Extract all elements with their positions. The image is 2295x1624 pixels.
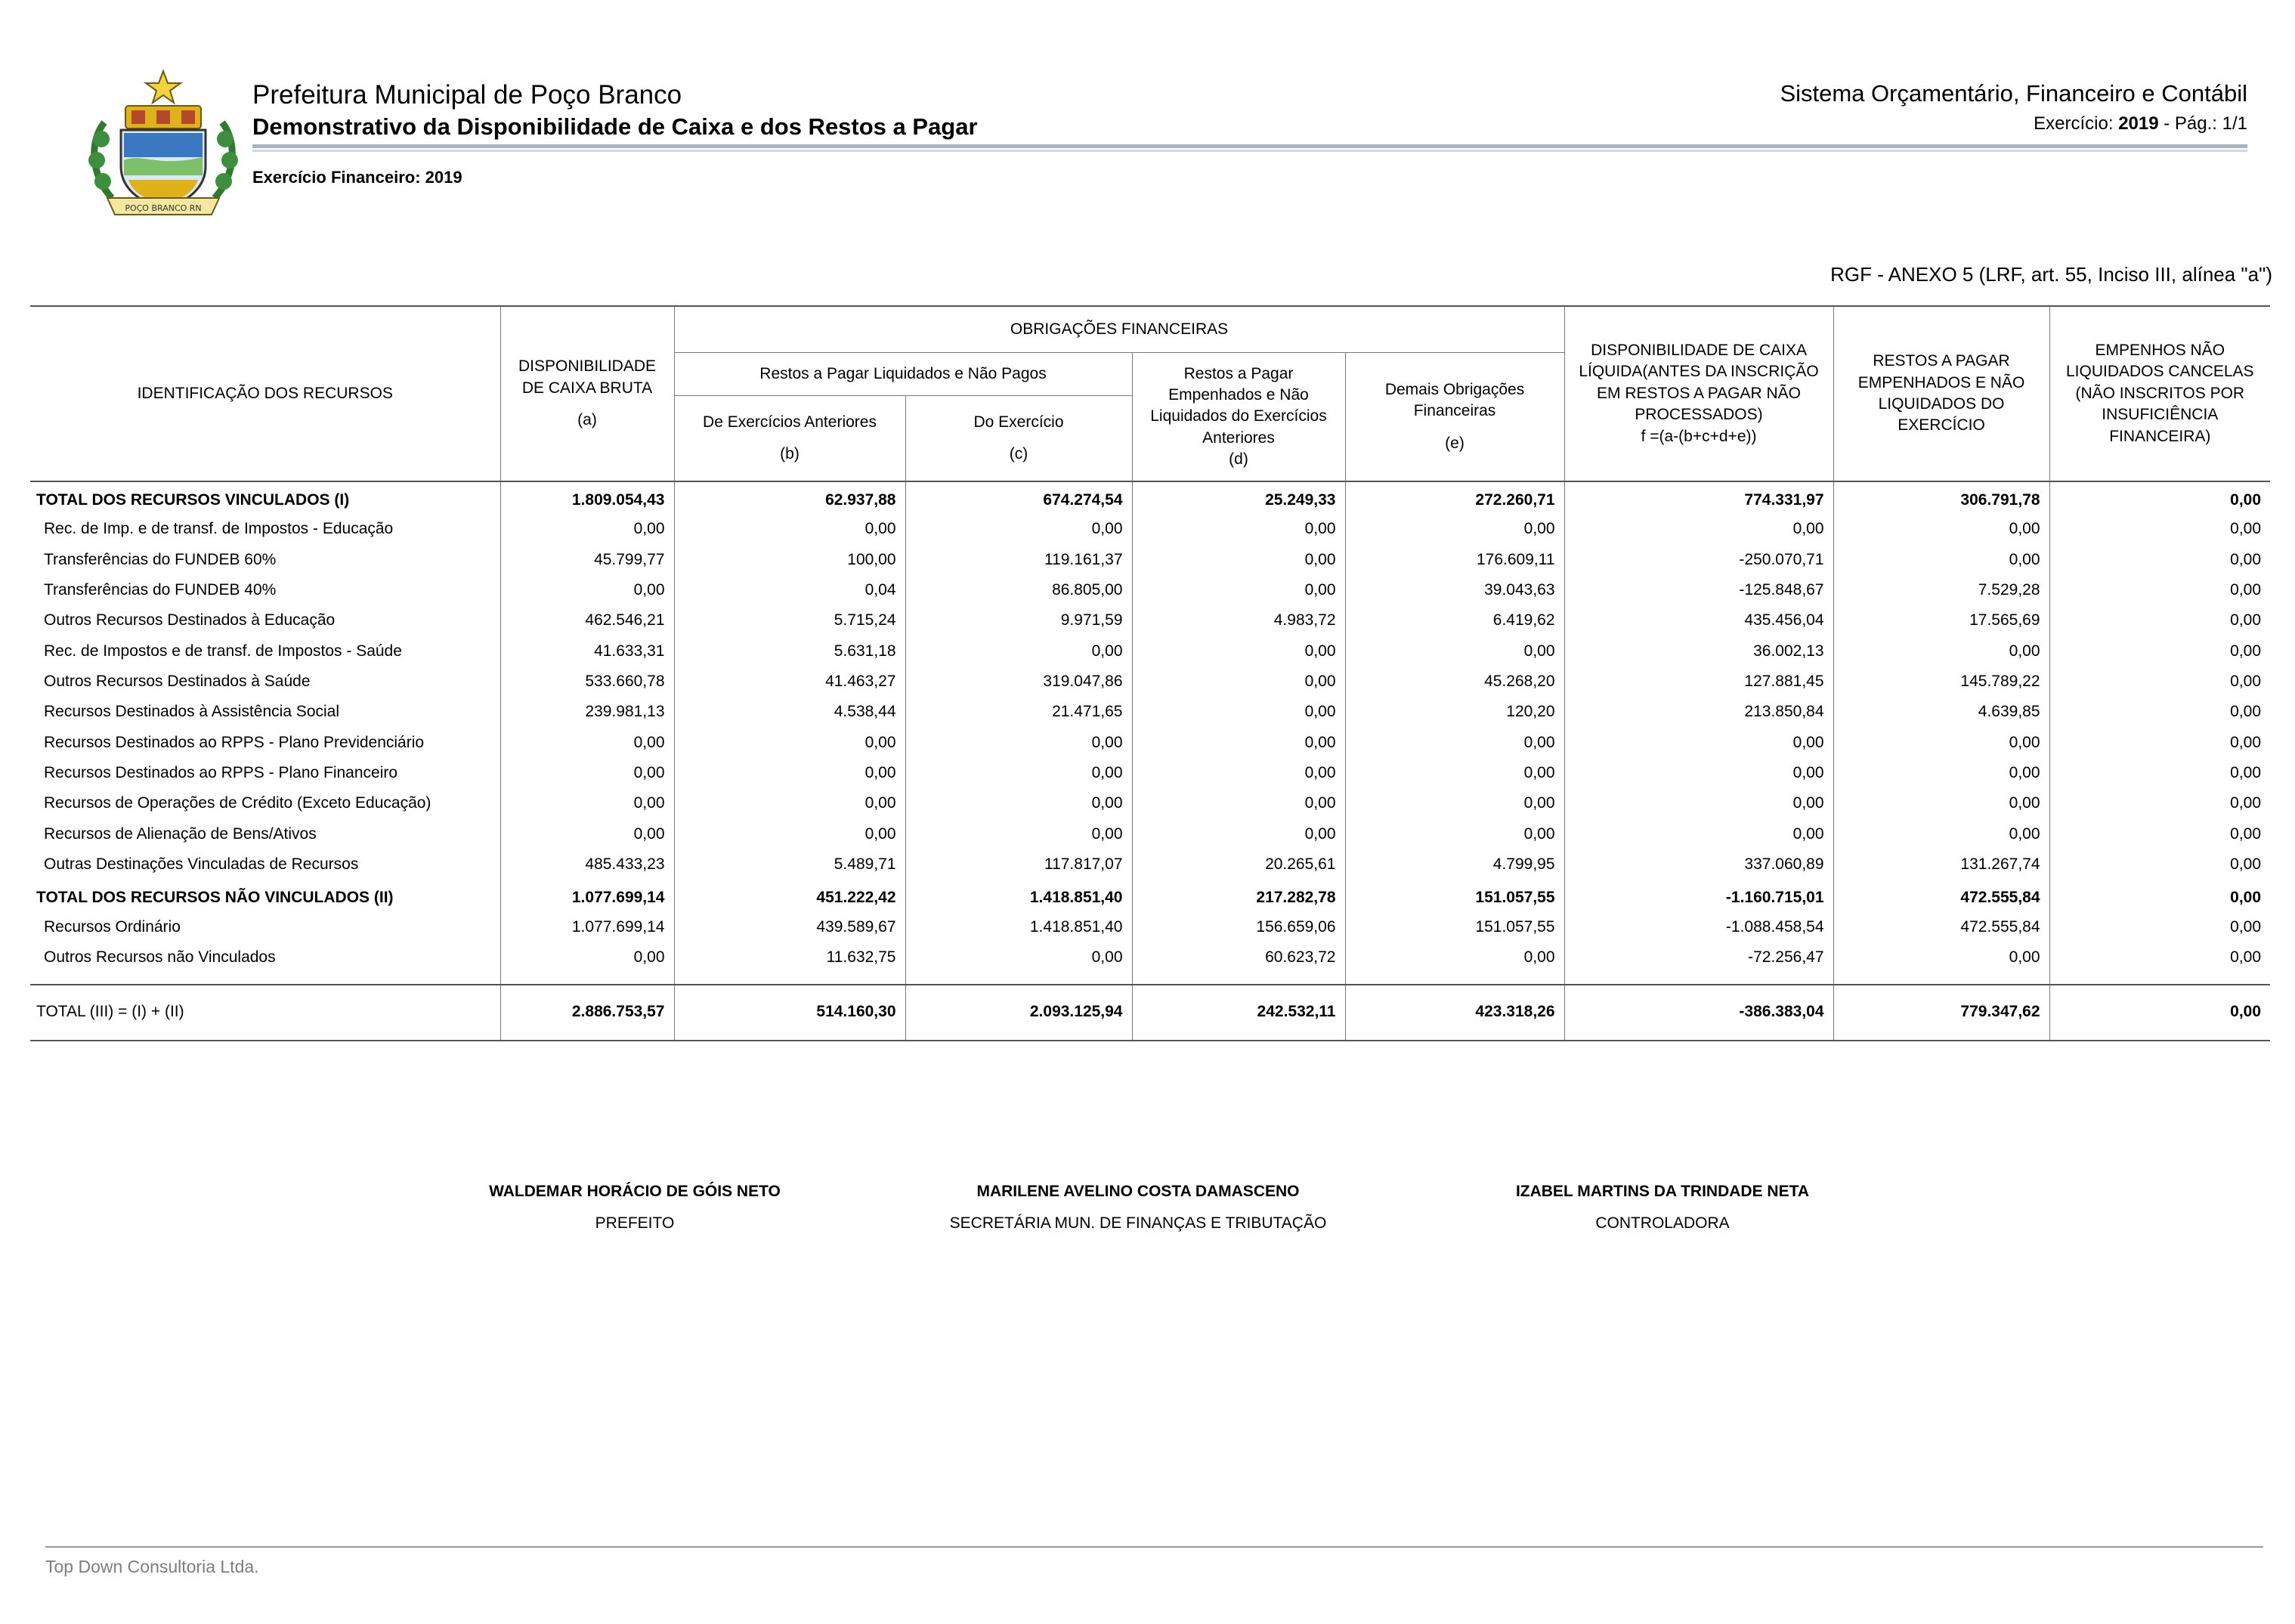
row-label: TOTAL DOS RECURSOS NÃO VINCULADOS (II) (36, 889, 394, 907)
table-row (30, 545, 2270, 575)
system-name: Sistema Orçamentário, Financeiro e Contábil (1780, 80, 2247, 107)
row-value: 0,00 (674, 514, 905, 544)
table-row (30, 514, 2270, 544)
row-label: Rec. de Impostos e de transf. de Impostos - Saúde (44, 642, 402, 660)
row-value: 0,00 (2049, 697, 2270, 727)
signature-name: IZABEL MARTINS DA TRINDADE NETA (1515, 1183, 1810, 1200)
row-value: 45.799,77 (500, 545, 674, 575)
row-value: 0,00 (1132, 788, 1345, 818)
row-value: 435.456,04 (1564, 605, 1833, 636)
row-value: 0,00 (1564, 758, 1833, 788)
row-value: 0,00 (1833, 758, 2049, 788)
row-value: 0,00 (500, 788, 674, 818)
row-value: 423.318,26 (1345, 985, 1564, 1041)
signature-block-controladora (1421, 1183, 1904, 1233)
table-row (30, 788, 2270, 818)
row-value: 0,00 (674, 758, 905, 788)
col-do-exercicio-label: Do Exercício (973, 413, 1064, 431)
annex-reference: RGF - ANEXO 5 (LRF, art. 55, Inciso III, alínea "a") (1830, 263, 2272, 286)
row-label: Transferências do FUNDEB 40% (44, 581, 277, 599)
row-value: 0,00 (1833, 514, 2049, 544)
row-value: 0,00 (1833, 788, 2049, 818)
row-label: Transferências do FUNDEB 60% (44, 550, 277, 568)
svg-text:POÇO BRANCO RN: POÇO BRANCO RN (125, 203, 202, 213)
row-value: 36.002,13 (1564, 636, 1833, 667)
row-value: 7.529,28 (1833, 575, 2049, 605)
row-value: 0,00 (1345, 728, 1564, 758)
org-name: Prefeitura Municipal de Poço Branco (252, 80, 682, 110)
row-value: 462.546,21 (500, 605, 674, 636)
col-letter-d: (d) (1229, 450, 1248, 469)
row-value: 0,00 (674, 728, 905, 758)
row-value: 0,00 (1132, 697, 1345, 727)
row-value: 20.265,61 (1132, 849, 1345, 880)
col-group-restos-liquidados: Restos a Pagar Liquidados e Não Pagos (674, 353, 1132, 396)
row-value: 0,00 (1564, 819, 1833, 849)
col-letter-c: (c) (1009, 445, 1028, 462)
exercise-year: 2019 (2118, 113, 2159, 134)
row-value: 60.623,72 (1132, 942, 1345, 973)
row-value: 4.799,95 (1345, 849, 1564, 880)
row-value: 0,00 (1132, 667, 1345, 697)
row-value: 0,00 (2049, 880, 2270, 911)
row-value: 0,00 (2049, 788, 2270, 818)
row-label: TOTAL DOS RECURSOS VINCULADOS (I) (36, 491, 350, 509)
row-value: 0,00 (500, 942, 674, 973)
row-label: Recursos Destinados ao RPPS - Plano Financeiro (44, 764, 398, 782)
row-value: 0,00 (1345, 942, 1564, 973)
col-demais-obrigacoes (1345, 353, 1564, 482)
row-value: 272.260,71 (1345, 481, 1564, 514)
row-label: TOTAL (III) = (I) + (II) (30, 985, 500, 1041)
row-value: 0,00 (500, 758, 674, 788)
row-value: 0,04 (674, 575, 905, 605)
col-identificacao: IDENTIFICAÇÃO DOS RECURSOS (30, 306, 500, 481)
table-body (30, 481, 2270, 1041)
col-exercicios-anteriores-label: De Exercícios Anteriores (703, 413, 877, 431)
row-value: 0,00 (1132, 636, 1345, 667)
header-rule (252, 144, 2247, 148)
row-value: 2.093.125,94 (905, 985, 1132, 1041)
table-row (30, 819, 2270, 849)
row-value: -72.256,47 (1564, 942, 1833, 973)
row-value: 2.886.753,57 (500, 985, 674, 1041)
row-value: 0,00 (1833, 819, 2049, 849)
table-total-row (30, 481, 2270, 514)
cash-availability-table (30, 305, 2270, 1041)
row-value: 242.532,11 (1132, 985, 1345, 1041)
row-value: -250.070,71 (1564, 545, 1833, 575)
row-value: 0,00 (905, 728, 1132, 758)
table-row (30, 667, 2270, 697)
table-row (30, 758, 2270, 788)
row-value: 0,00 (674, 788, 905, 818)
row-value: 0,00 (905, 636, 1132, 667)
row-value: 217.282,78 (1132, 880, 1345, 911)
signature-block-secretaria (896, 1183, 1380, 1233)
row-value: 156.659,06 (1132, 912, 1345, 942)
row-value: 533.660,78 (500, 667, 674, 697)
col-empenhos-cancelados: EMPENHOS NÃO LIQUIDADOS CANCELAS (NÃO INSCRITOS POR INSUFICIÊNCIA FINANCEIRA) (2049, 306, 2270, 481)
row-value: 6.419,62 (1345, 605, 1564, 636)
signature-role: CONTROLADORA (1595, 1214, 1730, 1232)
row-label: Recursos de Operações de Crédito (Exceto Educação) (44, 794, 431, 812)
row-value: 17.565,69 (1833, 605, 2049, 636)
exercise-label: Exercício: (2034, 113, 2114, 134)
table-row (30, 605, 2270, 636)
row-value: 0,00 (905, 758, 1132, 788)
col-restos-empenhados (1132, 353, 1345, 482)
row-value: 0,00 (1345, 758, 1564, 788)
col-disponibilidade-bruta (500, 306, 674, 481)
row-label: Outros Recursos Destinados à Educação (44, 611, 336, 629)
row-value: 0,00 (2049, 912, 2270, 942)
row-value: 337.060,89 (1564, 849, 1833, 880)
col-exercicios-anteriores (674, 396, 905, 482)
row-label: Outras Destinações Vinculadas de Recursos (44, 855, 359, 874)
row-label: Recursos Destinados ao RPPS - Plano Previdenciário (44, 733, 425, 751)
row-value: 774.331,97 (1564, 481, 1833, 514)
table-row (30, 636, 2270, 667)
row-label: Rec. de Imp. e de transf. de Impostos - Educação (44, 520, 394, 538)
row-value: 514.160,30 (674, 985, 905, 1041)
row-value: 0,00 (1564, 728, 1833, 758)
row-label: Outros Recursos não Vinculados (44, 948, 276, 967)
row-label: Outros Recursos Destinados à Saúde (44, 673, 311, 691)
row-value: -1.088.458,54 (1564, 912, 1833, 942)
col-restos-exercicio: RESTOS A PAGAR EMPENHADOS E NÃO LIQUIDADOS DO EXERCÍCIO (1833, 306, 2049, 481)
row-value: 0,00 (2049, 514, 2270, 544)
row-value: 485.433,23 (500, 849, 674, 880)
row-value: 39.043,63 (1345, 575, 1564, 605)
row-value: 0,00 (905, 514, 1132, 544)
row-value: 472.555,84 (1833, 880, 2049, 911)
table-row (30, 912, 2270, 942)
row-value: 127.881,45 (1564, 667, 1833, 697)
col-demais-obrigacoes-label: Demais Obrigações Financeiras (1384, 380, 1525, 420)
row-value: 0,00 (1132, 575, 1345, 605)
row-value: 4.639,85 (1833, 697, 2049, 727)
col-disponibilidade-liquida-label: DISPONIBILIDADE DE CAIXA LÍQUIDA(ANTES DA INSCRIÇÃO EM RESTOS A PAGAR NÃO PROCESSADOS) (1579, 342, 1819, 424)
row-value: 41.633,31 (500, 636, 674, 667)
row-value: 9.971,59 (905, 605, 1132, 636)
row-value: 0,00 (2049, 605, 2270, 636)
col-letter-a: (a) (577, 411, 597, 429)
col-disponibilidade-liquida (1564, 306, 1833, 481)
col-letter-b: (b) (780, 445, 800, 462)
row-value: 0,00 (2049, 728, 2270, 758)
table-spacer-row (30, 973, 2270, 985)
row-value: 0,00 (2049, 575, 2270, 605)
row-value: 4.538,44 (674, 697, 905, 727)
row-value: 0,00 (1345, 514, 1564, 544)
row-value: 0,00 (1833, 636, 2049, 667)
row-value: 0,00 (1833, 545, 2049, 575)
col-formula-f: f =(a-(b+c+d+e)) (1641, 427, 1757, 445)
footer-company: Top Down Consultoria Ltda. (45, 1557, 259, 1576)
exercise-page-line (2034, 113, 2247, 135)
page-indicator: - Pág.: 1/1 (2164, 113, 2247, 134)
row-value: 86.805,00 (905, 575, 1132, 605)
table-row (30, 575, 2270, 605)
row-value: 145.789,22 (1833, 667, 2049, 697)
row-value: 25.249,33 (1132, 481, 1345, 514)
row-value: 0,00 (1345, 636, 1564, 667)
row-value: 0,00 (1132, 545, 1345, 575)
row-value: 151.057,55 (1345, 880, 1564, 911)
col-letter-e: (e) (1445, 434, 1465, 452)
row-value: 0,00 (2049, 985, 2270, 1041)
row-value: 21.471,65 (905, 697, 1132, 727)
row-value: 1.418.851,40 (905, 880, 1132, 911)
row-value: 0,00 (1564, 514, 1833, 544)
row-value: 0,00 (2049, 667, 2270, 697)
row-value: 117.817,07 (905, 849, 1132, 880)
row-value: 1.418.851,40 (905, 912, 1132, 942)
row-value: 319.047,86 (905, 667, 1132, 697)
row-value: 0,00 (1345, 788, 1564, 818)
row-value: 0,00 (2049, 481, 2270, 514)
fiscal-year-label: Exercício Financeiro: 2019 (252, 168, 462, 187)
row-value: 0,00 (500, 728, 674, 758)
row-value: 0,00 (1833, 728, 2049, 758)
signature-block-prefeito (393, 1183, 877, 1233)
col-do-exercicio (905, 396, 1132, 482)
row-value: 120,20 (1345, 697, 1564, 727)
row-value: 674.274,54 (905, 481, 1132, 514)
table-row (30, 697, 2270, 727)
row-value: 5.489,71 (674, 849, 905, 880)
signature-name: MARILENE AVELINO COSTA DAMASCENO (976, 1183, 1300, 1200)
row-value: 439.589,67 (674, 912, 905, 942)
table-total-row (30, 880, 2270, 911)
row-value: 62.937,88 (674, 481, 905, 514)
row-value: 213.850,84 (1564, 697, 1833, 727)
table-row (30, 942, 2270, 973)
row-value: 239.981,13 (500, 697, 674, 727)
col-restos-empenhados-label: Restos a Pagar Empenhados e Não Liquidados do Exercícios Anteriores (1150, 364, 1327, 447)
signature-role: SECRETÁRIA MUN. DE FINANÇAS E TRIBUTAÇÃO (949, 1214, 1327, 1232)
row-value: 779.347,62 (1833, 985, 2049, 1041)
row-value: 0,00 (2049, 758, 2270, 788)
header-rule-secondary (252, 150, 2247, 152)
row-value: 45.268,20 (1345, 667, 1564, 697)
row-value: 472.555,84 (1833, 912, 2049, 942)
row-value: 100,00 (674, 545, 905, 575)
row-value: 5.631,18 (674, 636, 905, 667)
row-value: 306.791,78 (1833, 481, 2049, 514)
row-value: 0,00 (500, 575, 674, 605)
report-title: Demonstrativo da Disponibilidade de Caixa e dos Restos a Pagar (252, 113, 978, 140)
col-group-obrigacoes: OBRIGAÇÕES FINANCEIRAS (674, 306, 1564, 353)
row-value: 176.609,11 (1345, 545, 1564, 575)
row-value: 1.077.699,14 (500, 880, 674, 911)
row-value: 5.715,24 (674, 605, 905, 636)
row-value: 451.222,42 (674, 880, 905, 911)
row-value: 0,00 (1833, 942, 2049, 973)
row-value: 0,00 (905, 942, 1132, 973)
row-value: 131.267,74 (1833, 849, 2049, 880)
col-disponibilidade-bruta-label: DISPONIBILIDADE DE CAIXA BRUTA (518, 357, 657, 397)
row-value: -386.383,04 (1564, 985, 1833, 1041)
row-label: Recursos Ordinário (44, 917, 181, 936)
row-value: 151.057,55 (1345, 912, 1564, 942)
row-value: -1.160.715,01 (1564, 880, 1833, 911)
row-value: 0,00 (1132, 728, 1345, 758)
row-value: 11.632,75 (674, 942, 905, 973)
row-value: 0,00 (2049, 819, 2270, 849)
row-value: 0,00 (2049, 849, 2270, 880)
table-row (30, 849, 2270, 880)
row-value: 1.077.699,14 (500, 912, 674, 942)
table-grand-total-row (30, 985, 2270, 1041)
footer-rule (45, 1546, 2263, 1548)
row-value: 0,00 (905, 788, 1132, 818)
municipal-crest-logo (82, 70, 245, 218)
row-value: 0,00 (905, 819, 1132, 849)
row-value: 0,00 (674, 819, 905, 849)
row-value: 0,00 (1132, 819, 1345, 849)
table-row (30, 728, 2270, 758)
row-value: 0,00 (500, 819, 674, 849)
signature-name: WALDEMAR HORÁCIO DE GÓIS NETO (489, 1183, 781, 1200)
row-value: 0,00 (2049, 636, 2270, 667)
row-label: Recursos de Alienação de Bens/Ativos (44, 824, 317, 843)
signature-role: PREFEITO (595, 1214, 675, 1232)
row-value: 0,00 (500, 514, 674, 544)
row-value: -125.848,67 (1564, 575, 1833, 605)
row-value: 0,00 (1345, 819, 1564, 849)
row-value: 0,00 (1564, 788, 1833, 818)
row-value: 41.463,27 (674, 667, 905, 697)
row-value: 0,00 (2049, 545, 2270, 575)
row-label: Recursos Destinados à Assistência Social (44, 703, 340, 721)
row-value: 0,00 (1132, 758, 1345, 788)
row-value: 0,00 (2049, 942, 2270, 973)
row-value: 0,00 (1132, 514, 1345, 544)
row-value: 4.983,72 (1132, 605, 1345, 636)
row-value: 119.161,37 (905, 545, 1132, 575)
row-value: 1.809.054,43 (500, 481, 674, 514)
